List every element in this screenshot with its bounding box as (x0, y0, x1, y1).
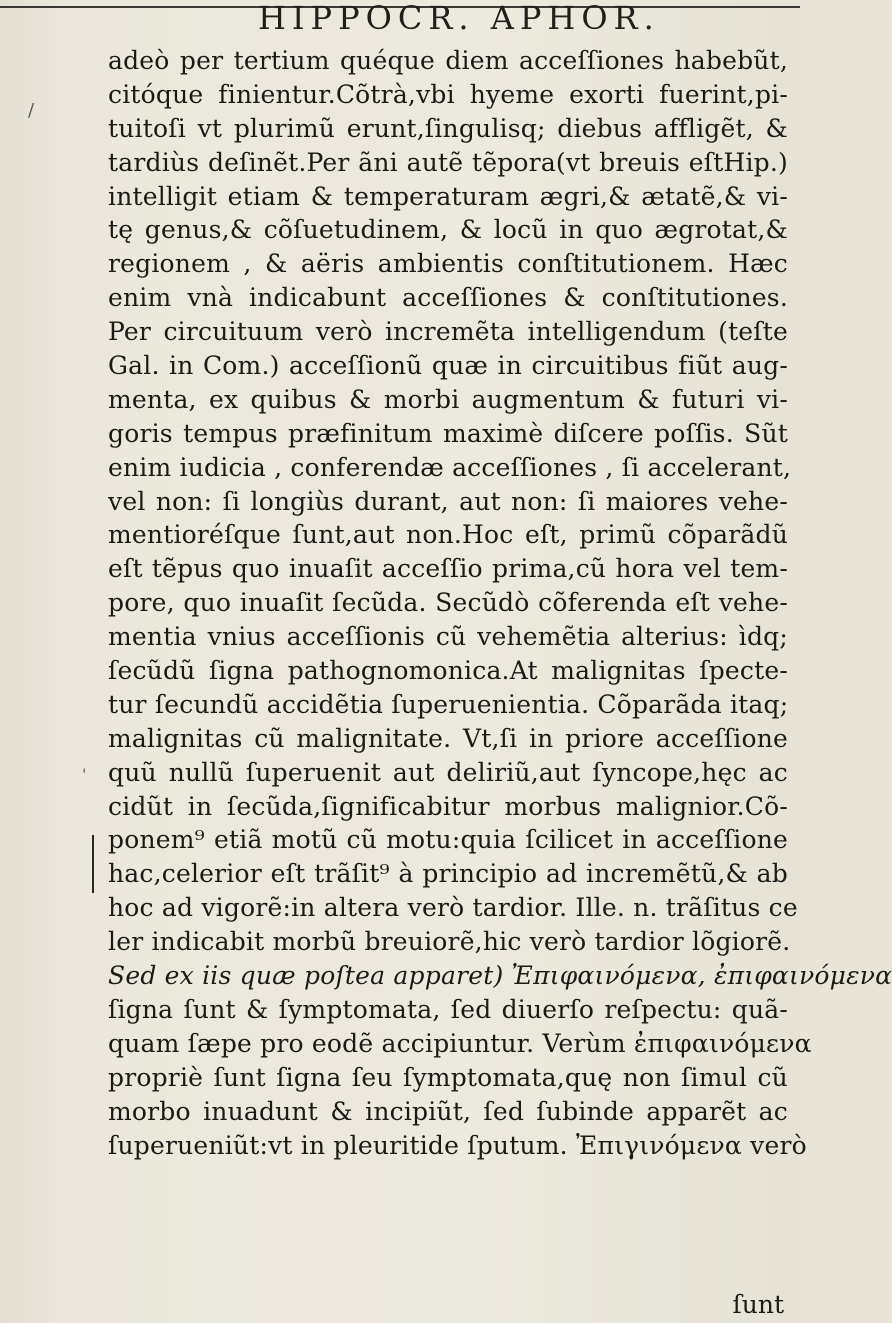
text-line: tę genus,& cõſuetudinem, & locũ in quo ægrotat,& (108, 215, 788, 245)
marginal-bracket (92, 835, 94, 893)
text-line: enim iudicia , conferendæ acceſſiones , ſi accelerant, (108, 452, 792, 482)
text-line: citóque finientur.Cõtrà,vbi hyeme exorti fuerint,pi- (108, 79, 788, 109)
text-line: quam ſæpe pro eodẽ accipiuntur. Verùm ἐπιφαινόμενα (108, 1028, 812, 1058)
body-text (108, 44, 892, 1162)
text-line: eſt tẽpus quo inuaſit acceſſio prima,cũ hora vel tem- (108, 554, 788, 584)
text-line: pore, quo inuaſit ſecũda. Secũdò cõferenda eſt vehe- (108, 588, 788, 618)
text-line: ſuperueniũt:vt in pleuritide ſputum. Ἐπιγινόμενα verò (108, 1130, 807, 1160)
text-line: hoc ad vigorẽ:in altera verò tardior. Ille. n. trãſitus ce (108, 893, 798, 923)
text-line: menta, ex quibus & morbi augmentum & futuri vi- (108, 384, 788, 414)
running-head: HIPPOCR. APHOR. (258, 0, 660, 37)
text-line: quũ nullũ ſuperuenit aut deliriũ,aut ſyncope,hęc ac (108, 757, 788, 787)
text-line: ponem⁹ etiã motũ cũ motu:quia ſcilicet in acceſſione (108, 825, 788, 855)
text-line: Gal. in Com.) acceſſionũ quæ in circuitibus fiũt aug- (108, 351, 788, 381)
text-line: tardiùs deſinẽt.Per ãni autẽ tẽpora(vt breuis eſtHip.) (108, 147, 788, 177)
text-line: morbo inuadunt & incipiũt, ſed ſubinde apparẽt ac (108, 1096, 788, 1126)
text-line: tur ſecundũ accidẽtia ſuperuenientia. Cõparãda itaq; (108, 689, 789, 719)
text-line: mentia vnius acceſſionis cũ vehemẽtia alterius: ìdq; (108, 622, 788, 652)
text-line: Sed ex iis quæ poſtea apparet) Ἐπιφαινόμενα, ἐπιφαινόμενα (108, 961, 892, 991)
text-line: goris tempus præfinitum maximè diſcere poſſis. Sũt (108, 418, 788, 448)
text-line: tuitoſi vt plurimũ erunt,ſingulisq; diebus affligẽt, & (108, 113, 788, 143)
text-line: enim vnà indicabunt acceſſiones & conſtitutiones. (108, 283, 788, 313)
text-line: cidũt in ſecũda,ſignificabitur morbus malignior.Cõ- (108, 791, 788, 821)
text-line: malignitas cũ malignitate. Vt,ſi in priore acceſſione (108, 723, 788, 753)
text-line: ſigna ſunt & ſymptomata, ſed diuerſo reſpectu: quã- (108, 994, 788, 1024)
text-line: hac,celerior eſt trãſit⁹ à principio ad incremẽtũ,& ab (108, 859, 788, 889)
text-line: ler indicabit morbũ breuiorẽ,hic verò tardior lõgiorẽ. (108, 927, 791, 957)
text-line: propriè ſunt ſigna ſeu ſymptomata,quę non ſimul cũ (108, 1062, 788, 1092)
margin-mark-1: / (28, 100, 35, 121)
catchword: ſunt (732, 1290, 784, 1319)
text-line: ſecũdũ ſigna pathognomonica.At malignitas ſpecte- (108, 656, 788, 686)
text-line: vel non: ſi longiùs durant, aut non: ſi maiores vehe- (108, 486, 788, 516)
text-line: intelligit etiam & temperaturam ægri,& ætatẽ,& vi- (108, 181, 788, 211)
text-line: mentioréſque ſunt,aut non.Hoc eſt, primũ cõparãdũ (108, 520, 788, 550)
margin-mark-2: ' (82, 765, 87, 784)
text-line: adeò per tertium quéque diem acceſſiones habebũt, (108, 46, 788, 75)
text-line: Per circuituum verò incremẽta intelligendum (teſte (108, 317, 788, 347)
text-line: regionem , & aëris ambientis conſtitutionem. Hæc (108, 249, 788, 279)
